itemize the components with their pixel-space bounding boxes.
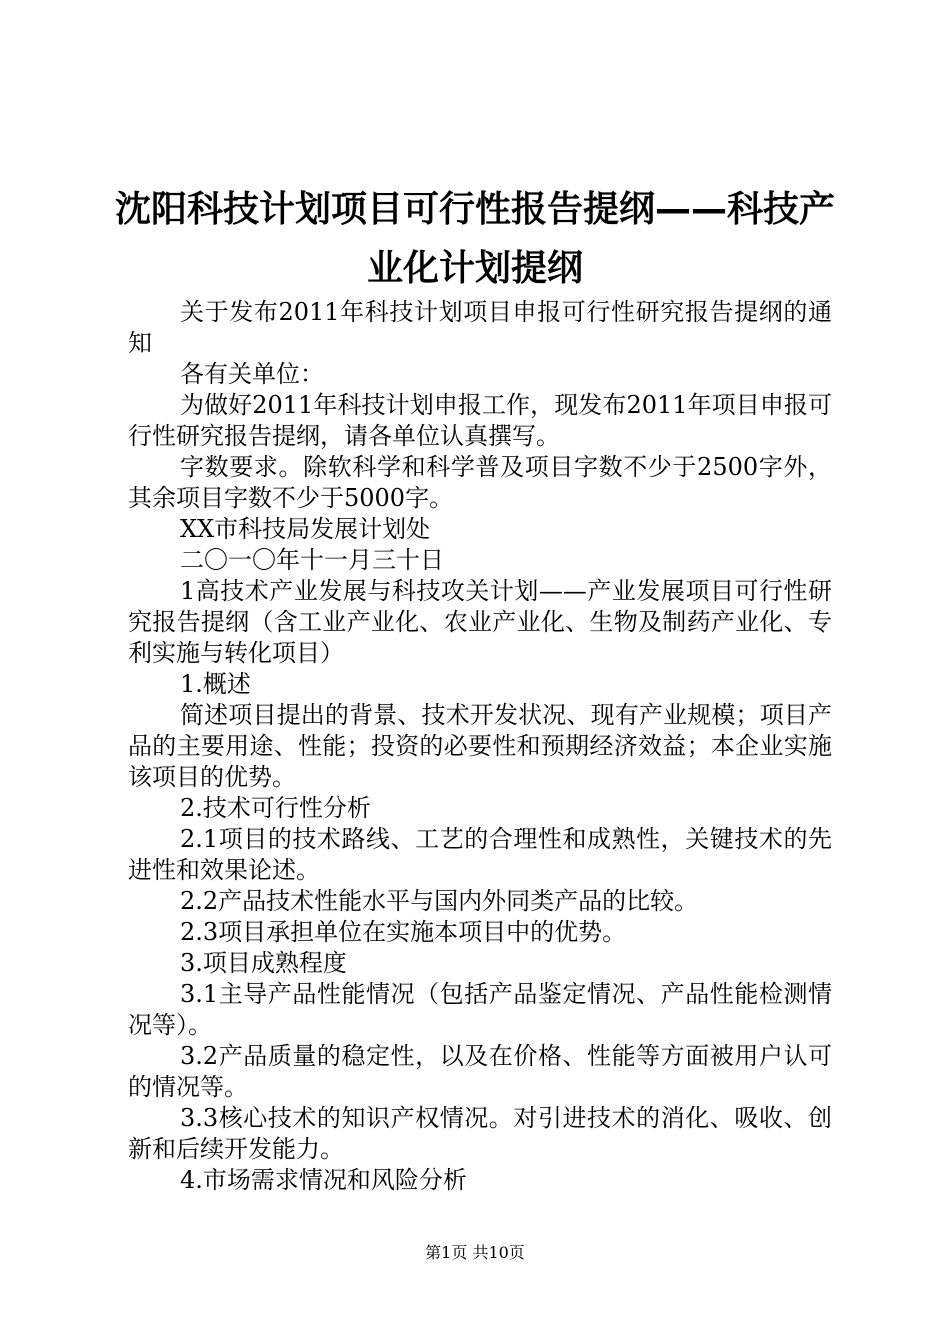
paragraph-intro: 为做好2011年科技计划申报工作，现发布2011年项目申报可行性研究报告提纲，请各单位认真撰写。 [128, 391, 832, 450]
paragraph-maturity-heading: 3.项目成熟程度 [180, 949, 347, 977]
paragraph-overview-heading: 1.概述 [180, 670, 251, 698]
paragraph-section-heading: 1高技术产业发展与科技攻关计划——产业发展项目可行性研究报告提纲（含工业产业化、农业产业化、生物及制药产业化、专利实施与转化项目） [128, 577, 832, 667]
page-number-footer: 第1页 共10页 [425, 1243, 525, 1262]
paragraph-issuer: XX市科技局发展计划处 [180, 515, 431, 543]
paragraph-market-heading: 4.市场需求情况和风险分析 [180, 1166, 467, 1194]
paragraph-word-count: 字数要求。除软科学和科学普及项目字数不少于2500字外，其余项目字数不少于5000字。 [128, 453, 832, 512]
paragraph-overview-text: 简述项目提出的背景、技术开发状况、现有产业规模；项目产品的主要用途、性能；投资的必要性和预期经济效益；本企业实施该项目的优势。 [128, 701, 832, 791]
paragraph-item-3-3: 3.3核心技术的知识产权情况。对引进技术的消化、吸收、创新和后续开发能力。 [128, 1104, 832, 1163]
document-title-line-2: 业化计划提纲 [366, 248, 583, 289]
paragraph-item-2-2: 2.2产品技术性能水平与国内外同类产品的比较。 [180, 887, 699, 915]
paragraph-notice-title: 关于发布2011年科技计划项目申报可行性研究报告提纲的通知 [128, 298, 832, 357]
document-body [128, 297, 832, 1196]
paragraph-item-3-1: 3.1主导产品性能情况（包括产品鉴定情况、产品性能检测情况等）。 [128, 980, 832, 1039]
document-title-line-1: 沈阳科技计划项目可行性报告提纲——科技产 [114, 189, 835, 230]
paragraph-salutation: 各有关单位： [180, 360, 324, 388]
paragraph-item-2-3: 2.3项目承担单位在实施本项目中的优势。 [180, 918, 627, 946]
paragraph-item-2-1: 2.1项目的技术路线、工艺的合理性和成熟性，关键技术的先进性和效果论述。 [128, 825, 832, 884]
paragraph-date: 二〇一〇年十一月三十日 [180, 546, 444, 574]
paragraph-tech-feasibility-heading: 2.技术可行性分析 [180, 794, 371, 822]
paragraph-item-3-2: 3.2产品质量的稳定性，以及在价格、性能等方面被用户认可的情况等。 [128, 1042, 832, 1101]
